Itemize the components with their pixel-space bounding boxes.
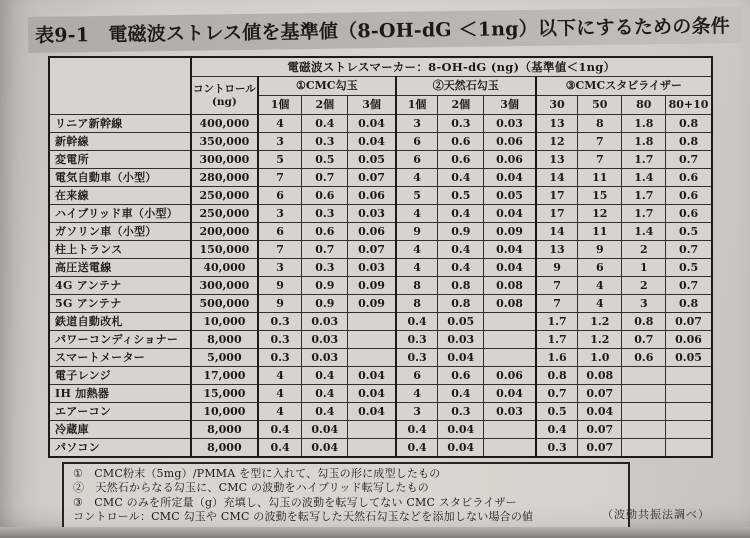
cell-value: 4	[258, 115, 302, 133]
control-value: 350,000	[191, 133, 258, 151]
table-row	[49, 241, 712, 259]
cell-value: 0.03	[302, 349, 348, 367]
cell-value: 12	[536, 133, 578, 151]
cell-value: 0.04	[484, 205, 536, 223]
cell-value: 0.07	[348, 241, 396, 259]
control-value: 200,000	[191, 223, 258, 241]
row-label: リニア新幹線	[49, 115, 191, 133]
cell-value: 0.6	[438, 367, 484, 385]
control-value: 15,000	[191, 385, 258, 403]
cell-value: 11	[578, 169, 622, 187]
cell-value	[348, 331, 396, 349]
cell-value: 0.9	[438, 223, 484, 241]
cell-value: 1.2	[578, 331, 622, 349]
control-value: 250,000	[191, 205, 258, 223]
control-value: 8,000	[191, 421, 258, 439]
cell-value: 0.4	[438, 241, 484, 259]
cell-value: 0.4	[258, 421, 302, 439]
cell-value: 0.06	[484, 151, 536, 169]
subcol-header-cell: 80+10	[666, 96, 712, 115]
control-value: 280,000	[191, 169, 258, 187]
cell-value: 0.4	[438, 205, 484, 223]
cell-value: 7	[578, 151, 622, 169]
control-value: 8,000	[191, 331, 258, 349]
row-label: IH 加熱器	[49, 385, 191, 403]
subcol-header-cell: 2個	[302, 96, 348, 115]
cell-value: 7	[536, 295, 578, 313]
cell-value: 0.6	[302, 187, 348, 205]
cell-value: 0.03	[302, 313, 348, 331]
control-value: 400,000	[191, 115, 258, 133]
cell-value: 14	[536, 223, 578, 241]
cell-value: 0.3	[438, 115, 484, 133]
cell-value: 0.03	[484, 403, 536, 421]
cell-value: 7	[258, 169, 302, 187]
cell-value: 8	[578, 115, 622, 133]
group-header-cell: ①CMC勾玉	[258, 77, 396, 96]
cell-value: 0.8	[666, 133, 712, 151]
row-label: スマートメーター	[49, 349, 191, 367]
table-row	[49, 313, 712, 331]
cell-value	[484, 313, 536, 331]
cell-value: 7	[258, 241, 302, 259]
cell-value: 0.04	[302, 439, 348, 458]
cell-value: 13	[536, 241, 578, 259]
row-label: パワーコンディショナー	[49, 331, 191, 349]
cell-value: 0.3	[302, 133, 348, 151]
cell-value: 0.5	[302, 151, 348, 169]
control-header-label: コントロール	[193, 83, 256, 96]
cell-value: 3	[396, 115, 438, 133]
cell-value: 0.08	[578, 367, 622, 385]
cell-value: 6	[258, 223, 302, 241]
cell-value	[622, 367, 666, 385]
cell-value: 4	[578, 277, 622, 295]
row-label: 4G アンテナ	[49, 277, 191, 295]
page-edge-shadow	[0, 527, 750, 538]
cell-value: 6	[396, 367, 438, 385]
control-value: 500,000	[191, 295, 258, 313]
note-line-1: ① CMC粉末（5mg）/PMMA を型に入れて、勾玉の形に成型したもの	[73, 467, 441, 480]
cell-value: 0.7	[622, 331, 666, 349]
cell-value: 3	[622, 295, 666, 313]
control-value: 300,000	[191, 151, 258, 169]
control-value: 8,000	[191, 439, 258, 458]
cell-value	[484, 439, 536, 458]
table-header	[49, 57, 712, 115]
cell-value: 1.4	[622, 169, 666, 187]
cell-value: 0.3	[258, 331, 302, 349]
row-label: 5G アンテナ	[49, 295, 191, 313]
cell-value: 11	[578, 223, 622, 241]
cell-value: 0.04	[484, 169, 536, 187]
table-row	[49, 187, 712, 205]
source-note: （波動共振法調べ）	[602, 508, 710, 521]
row-label: 新幹線	[49, 133, 191, 151]
cell-value: 0.07	[348, 169, 396, 187]
cell-value: 0.06	[484, 367, 536, 385]
control-header-cell	[191, 77, 258, 115]
cell-value: 0.09	[348, 295, 396, 313]
cell-value: 0.03	[484, 115, 536, 133]
cell-value: 0.03	[348, 205, 396, 223]
cell-value	[622, 439, 666, 458]
cell-value: 3	[258, 259, 302, 277]
subcol-header-cell: 1個	[396, 96, 438, 115]
table-row	[49, 115, 712, 133]
cell-value: 0.3	[258, 313, 302, 331]
cell-value: 0.04	[578, 403, 622, 421]
table-row	[49, 439, 712, 458]
cell-value: 3	[258, 205, 302, 223]
note-line-3: ③ CMC のみを所定量（g）充填し、勾玉の波動を転写してない CMC スタビライザー	[73, 495, 517, 509]
cell-value: 1.0	[578, 349, 622, 367]
cell-value: 4	[258, 385, 302, 403]
cell-value: 8	[396, 295, 438, 313]
subcol-header-cell: 3個	[484, 96, 536, 115]
subcol-header-cell: 30	[536, 96, 578, 115]
cell-value: 0.04	[348, 385, 396, 403]
cell-value: 0.04	[348, 403, 396, 421]
cell-value: 0.9	[302, 277, 348, 295]
cell-value: 0.4	[396, 421, 438, 439]
subcol-header-cell: 3個	[348, 96, 396, 115]
cell-value: 0.7	[666, 241, 712, 259]
cell-value: 0.08	[484, 277, 536, 295]
cell-value: 0.6	[666, 205, 712, 223]
cell-value: 0.4	[536, 421, 578, 439]
table-row	[49, 331, 712, 349]
cell-value	[622, 421, 666, 439]
table-row	[49, 421, 712, 439]
cell-value: 5	[258, 151, 302, 169]
cell-value: 17	[536, 187, 578, 205]
notes-box	[62, 462, 630, 530]
cell-value	[666, 367, 712, 385]
subcol-header-cell: 80	[622, 96, 666, 115]
cell-value: 0.06	[666, 331, 712, 349]
row-label: 変電所	[49, 151, 191, 169]
cell-value: 0.05	[438, 313, 484, 331]
cell-value: 0.04	[484, 259, 536, 277]
cell-value: 4	[396, 259, 438, 277]
control-value: 17,000	[191, 367, 258, 385]
cell-value: 0.04	[302, 421, 348, 439]
cell-value: 0.6	[666, 169, 712, 187]
marker-header-cell: 電磁波ストレスマーカー：8-OH-dG (ng)（基準値＜1ng）	[191, 57, 712, 77]
cell-value: 7	[578, 133, 622, 151]
cell-value: 0.3	[396, 331, 438, 349]
cell-value: 0.4	[396, 313, 438, 331]
row-label: 鉄道自動改札	[49, 313, 191, 331]
control-value: 300,000	[191, 277, 258, 295]
cell-value	[348, 313, 396, 331]
cell-value: 15	[578, 187, 622, 205]
cell-value: 0.7	[666, 151, 712, 169]
cell-value: 0.07	[666, 313, 712, 331]
cell-value: 1.7	[622, 187, 666, 205]
cell-value: 0.8	[666, 115, 712, 133]
cell-value: 0.4	[302, 385, 348, 403]
cell-value: 0.6	[302, 223, 348, 241]
cell-value: 1.7	[536, 313, 578, 331]
table-body	[49, 115, 712, 458]
group-header-cell: ③CMCスタビライザー	[536, 77, 712, 96]
cell-value: 0.3	[536, 439, 578, 458]
cell-value: 1.7	[622, 205, 666, 223]
table-row	[49, 277, 712, 295]
cell-value	[484, 421, 536, 439]
control-value: 40,000	[191, 259, 258, 277]
cell-value: 0.4	[396, 439, 438, 458]
cell-value: 9	[258, 295, 302, 313]
row-label: ハイブリッド車（小型）	[49, 205, 191, 223]
cell-value: 6	[396, 133, 438, 151]
row-label: 冷蔵庫	[49, 421, 191, 439]
cell-value: 9	[258, 277, 302, 295]
table-row	[49, 385, 712, 403]
subcol-header-cell: 1個	[258, 96, 302, 115]
cell-value: 0.5	[666, 223, 712, 241]
cell-value	[622, 385, 666, 403]
cell-value: 1.7	[536, 331, 578, 349]
cell-value: 0.04	[438, 439, 484, 458]
cell-value: 4	[396, 169, 438, 187]
cell-value: 6	[258, 187, 302, 205]
cell-value: 0.7	[302, 241, 348, 259]
cell-value	[666, 439, 712, 458]
table-row	[49, 133, 712, 151]
cell-value: 0.04	[348, 133, 396, 151]
cell-value: 0.8	[622, 313, 666, 331]
cell-value: 2	[622, 277, 666, 295]
cell-value: 0.09	[348, 277, 396, 295]
cell-value: 0.07	[578, 421, 622, 439]
row-label: エアーコン	[49, 403, 191, 421]
page-title: 表9-1 電磁波ストレス値を基準値（8-OH-dG ＜1ng）以下にするための条件	[28, 7, 742, 53]
control-value: 250,000	[191, 187, 258, 205]
cell-value: 4	[258, 367, 302, 385]
cell-value	[666, 421, 712, 439]
cell-value: 5	[396, 187, 438, 205]
cell-value	[348, 421, 396, 439]
cell-value: 13	[536, 115, 578, 133]
cell-value: 0.6	[666, 187, 712, 205]
cell-value: 0.4	[438, 385, 484, 403]
cell-value: 4	[396, 385, 438, 403]
cell-value	[666, 385, 712, 403]
cell-value: 0.05	[348, 151, 396, 169]
cell-value: 17	[536, 205, 578, 223]
cell-value: 4	[258, 403, 302, 421]
cell-value	[622, 403, 666, 421]
cell-value: 0.4	[258, 439, 302, 458]
cell-value: 6	[396, 151, 438, 169]
cell-value: 9	[396, 223, 438, 241]
cell-value: 0.04	[484, 241, 536, 259]
cell-value: 0.3	[258, 349, 302, 367]
cell-value: 0.9	[302, 295, 348, 313]
cell-value: 0.5	[438, 187, 484, 205]
cell-value: 0.04	[438, 349, 484, 367]
table-row	[49, 169, 712, 187]
row-label: 高圧送電線	[49, 259, 191, 277]
cell-value: 0.5	[666, 259, 712, 277]
table-row	[49, 295, 712, 313]
note-line-2: ② 天然石からなる勾玉に、CMC の波動をハイブリッド転写したもの	[73, 481, 429, 495]
table-row	[49, 223, 712, 241]
row-label: 電子レンジ	[49, 367, 191, 385]
cell-value: 0.3	[302, 259, 348, 277]
cell-value: 1.4	[622, 223, 666, 241]
control-value: 150,000	[191, 241, 258, 259]
cell-value: 0.6	[622, 349, 666, 367]
cell-value: 0.6	[438, 133, 484, 151]
cell-value: 13	[536, 151, 578, 169]
cell-value: 3	[258, 133, 302, 151]
cell-value: 1	[622, 259, 666, 277]
cell-value: 0.03	[438, 331, 484, 349]
row-label: 電気自動車（小型）	[49, 169, 191, 187]
cell-value	[348, 349, 396, 367]
control-header-unit: (ng)	[211, 95, 237, 108]
cell-value: 0.09	[484, 223, 536, 241]
cell-value: 4	[396, 205, 438, 223]
cell-value: 0.06	[348, 223, 396, 241]
cell-value: 0.8	[536, 367, 578, 385]
table-row	[49, 403, 712, 421]
cell-value: 0.4	[302, 367, 348, 385]
cell-value: 0.7	[302, 169, 348, 187]
cell-value: 4	[578, 295, 622, 313]
cell-value: 6	[578, 259, 622, 277]
cell-value: 0.3	[302, 205, 348, 223]
cell-value: 1.7	[622, 151, 666, 169]
cell-value: 0.6	[438, 151, 484, 169]
cell-value: 0.04	[484, 385, 536, 403]
cell-value: 7	[536, 277, 578, 295]
group-header-cell: ②天然石勾玉	[396, 77, 536, 96]
table-row	[49, 151, 712, 169]
cell-value: 0.5	[536, 403, 578, 421]
cell-value: 0.04	[438, 421, 484, 439]
table-row	[49, 349, 712, 367]
table-row	[49, 259, 712, 277]
cell-value: 0.4	[438, 169, 484, 187]
cell-value: 0.8	[666, 295, 712, 313]
cell-value: 0.3	[438, 403, 484, 421]
cell-value: 12	[578, 205, 622, 223]
cell-value: 0.03	[302, 331, 348, 349]
table-row	[49, 367, 712, 385]
cell-value: 0.3	[396, 349, 438, 367]
subcol-header-cell: 2個	[438, 96, 484, 115]
row-label: 在来線	[49, 187, 191, 205]
cell-value: 14	[536, 169, 578, 187]
table-row	[49, 205, 712, 223]
cell-value: 0.06	[348, 187, 396, 205]
cell-value: 0.08	[484, 295, 536, 313]
cell-value	[484, 331, 536, 349]
row-label: 柱上トランス	[49, 241, 191, 259]
cell-value: 0.8	[438, 295, 484, 313]
cell-value: 1.8	[622, 115, 666, 133]
cell-value: 0.03	[348, 259, 396, 277]
cell-value: 4	[396, 241, 438, 259]
cell-value	[348, 439, 396, 458]
cell-value: 0.05	[666, 349, 712, 367]
cell-value: 1.8	[622, 133, 666, 151]
cell-value: 0.7	[536, 385, 578, 403]
cell-value: 3	[396, 403, 438, 421]
cell-value: 0.05	[484, 187, 536, 205]
cell-value: 9	[536, 259, 578, 277]
cell-value	[484, 349, 536, 367]
row-label: ガソリン車（小型）	[49, 223, 191, 241]
cell-value: 2	[622, 241, 666, 259]
control-value: 5,000	[191, 349, 258, 367]
cell-value: 0.04	[348, 367, 396, 385]
cell-value: 0.4	[438, 259, 484, 277]
stress-table	[48, 56, 713, 458]
control-value: 10,000	[191, 403, 258, 421]
cell-value: 0.8	[438, 277, 484, 295]
cell-value: 0.04	[348, 115, 396, 133]
subcol-header-cell: 50	[578, 96, 622, 115]
cell-value: 0.7	[666, 277, 712, 295]
cell-value: 0.06	[484, 133, 536, 151]
cell-value: 1.2	[578, 313, 622, 331]
row-label: パソコン	[49, 439, 191, 458]
cell-value: 0.4	[302, 115, 348, 133]
cell-value: 0.07	[578, 439, 622, 458]
cell-value: 9	[578, 241, 622, 259]
note-line-control: コントロール：CMC 勾玉や CMC の波動を転写した天然石勾玉などを添加しない場合の値	[73, 509, 534, 523]
cell-value: 0.07	[578, 385, 622, 403]
control-value: 10,000	[191, 313, 258, 331]
cell-value: 0.4	[302, 403, 348, 421]
cell-value: 1.6	[536, 349, 578, 367]
cell-value: 8	[396, 277, 438, 295]
header-row-marker	[49, 57, 712, 77]
corner-cell	[49, 57, 191, 115]
cell-value	[666, 403, 712, 421]
